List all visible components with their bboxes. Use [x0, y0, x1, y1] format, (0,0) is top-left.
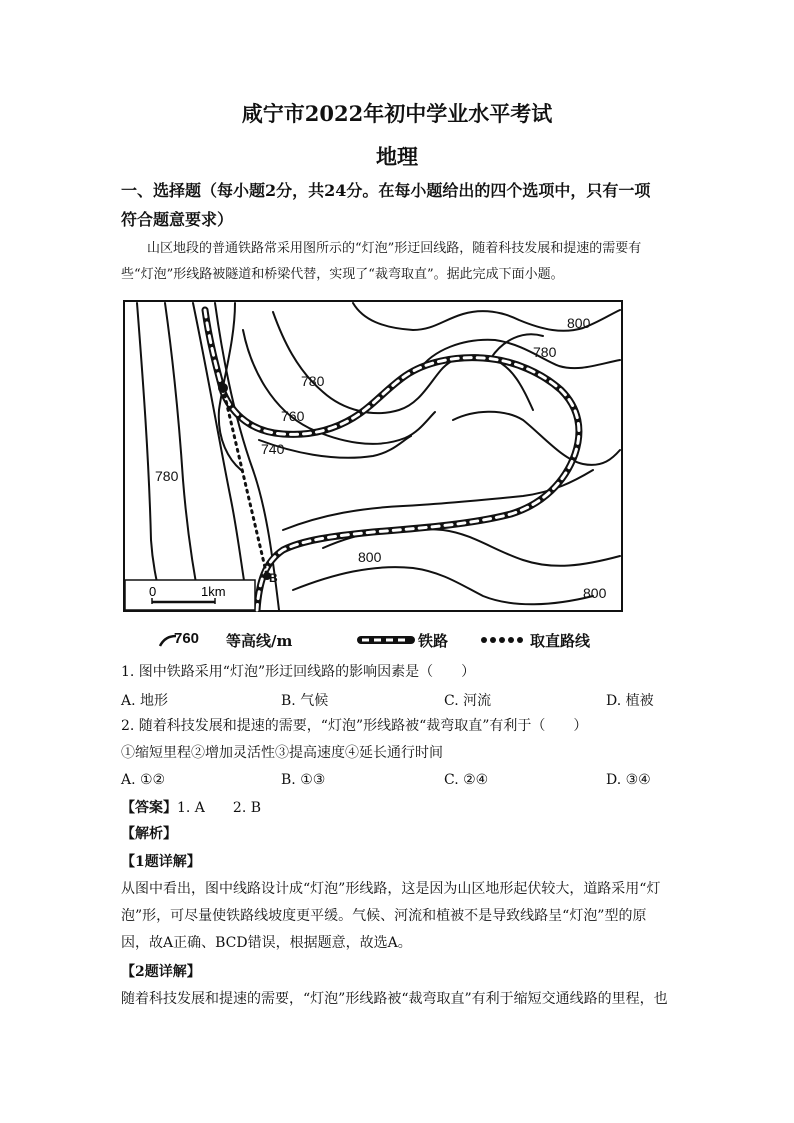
- scale-km: 1km: [201, 584, 226, 599]
- contour-label: 760: [281, 408, 305, 424]
- scale-zero: 0: [149, 584, 157, 599]
- q2-option-b[interactable]: B. ①③: [281, 772, 326, 788]
- map-legend: [158, 628, 628, 654]
- legend-contour-sample: 760: [174, 630, 200, 647]
- q2-explanation: 随着科技发展和提速的需要，“灯泡”形线路被“裁弯取直”有利于缩短交通线路的里程，也: [121, 991, 668, 1007]
- contour-label: 800: [358, 549, 382, 565]
- question-intro: 山区地段的普通铁路常采用图所示的“灯泡”形迂回线路，随着科技发展和提速的需要有些“灯泡”形线路被隧道和桥梁代替，实现了“裁弯取直”。据此完成下面小题。: [121, 241, 642, 282]
- legend-straight-label: 取直路线: [530, 632, 591, 650]
- point-b-label: B: [269, 571, 278, 585]
- q2-explanation-tag: 【2题详解】: [121, 964, 201, 980]
- answer-line: [121, 796, 261, 820]
- q1-option-b[interactable]: B. 气候: [281, 693, 329, 709]
- q2-option-d[interactable]: D. ③④: [606, 772, 651, 788]
- exam-title: 咸宁市2022年初中学业水平考试: [241, 101, 553, 126]
- answer-text: 1. A 2. B: [177, 800, 262, 816]
- contour-label: 800: [567, 315, 591, 331]
- contour-label: 780: [301, 373, 325, 389]
- railway-legend-icon: [356, 634, 416, 646]
- q2-option-a[interactable]: A. ①②: [121, 772, 166, 788]
- q1-option-d[interactable]: D. 植被: [606, 693, 654, 709]
- straight-route-legend-icon: [480, 634, 526, 646]
- section-heading-line2: 符合题意要求）: [121, 210, 234, 229]
- legend-rail-label: 铁路: [418, 632, 449, 650]
- q2-option-c[interactable]: C. ②④: [444, 772, 489, 788]
- question-1-stem: 1. 图中铁路采用“灯泡”形迂回线路的影响因素是（ ）: [121, 664, 476, 680]
- q1-option-c[interactable]: C. 河流: [444, 693, 492, 709]
- question-2-statements: ①缩短里程②增加灵活性③提高速度④延长通行时间: [121, 745, 443, 761]
- section-heading-line1: 一、选择题（每小题2分，共24分。在每小题给出的四个选项中，只有一项: [121, 181, 651, 200]
- contour-label: 780: [533, 344, 557, 360]
- legend-contour-label: 等高线/m: [226, 632, 293, 650]
- question-2-stem: 2. 随着科技发展和提速的需要，“灯泡”形线路被“裁弯取直”有利于（ ）: [121, 718, 588, 734]
- analysis-tag: 【解析】: [121, 826, 177, 842]
- q1-option-a[interactable]: A. 地形: [121, 693, 169, 709]
- contour-label: 800: [583, 585, 607, 601]
- subject-title: 地理: [376, 144, 418, 169]
- contour-map: [123, 300, 623, 612]
- contour-label: 740: [261, 441, 285, 457]
- contour-label: 780: [155, 468, 179, 484]
- answer-tag: 【答案】: [121, 800, 177, 816]
- q1-explanation-tag: 【1题详解】: [121, 854, 201, 870]
- q1-explanation: 从图中看出，图中线路设计成“灯泡”形线路，这是因为山区地形起伏较大，道路采用“灯泡”形，可尽量使铁路线坡度更平缓。气候、河流和植被不是导致线路呈“灯泡”型的原因，故A正确、BCD错误，根据题意，故选A。: [121, 881, 661, 951]
